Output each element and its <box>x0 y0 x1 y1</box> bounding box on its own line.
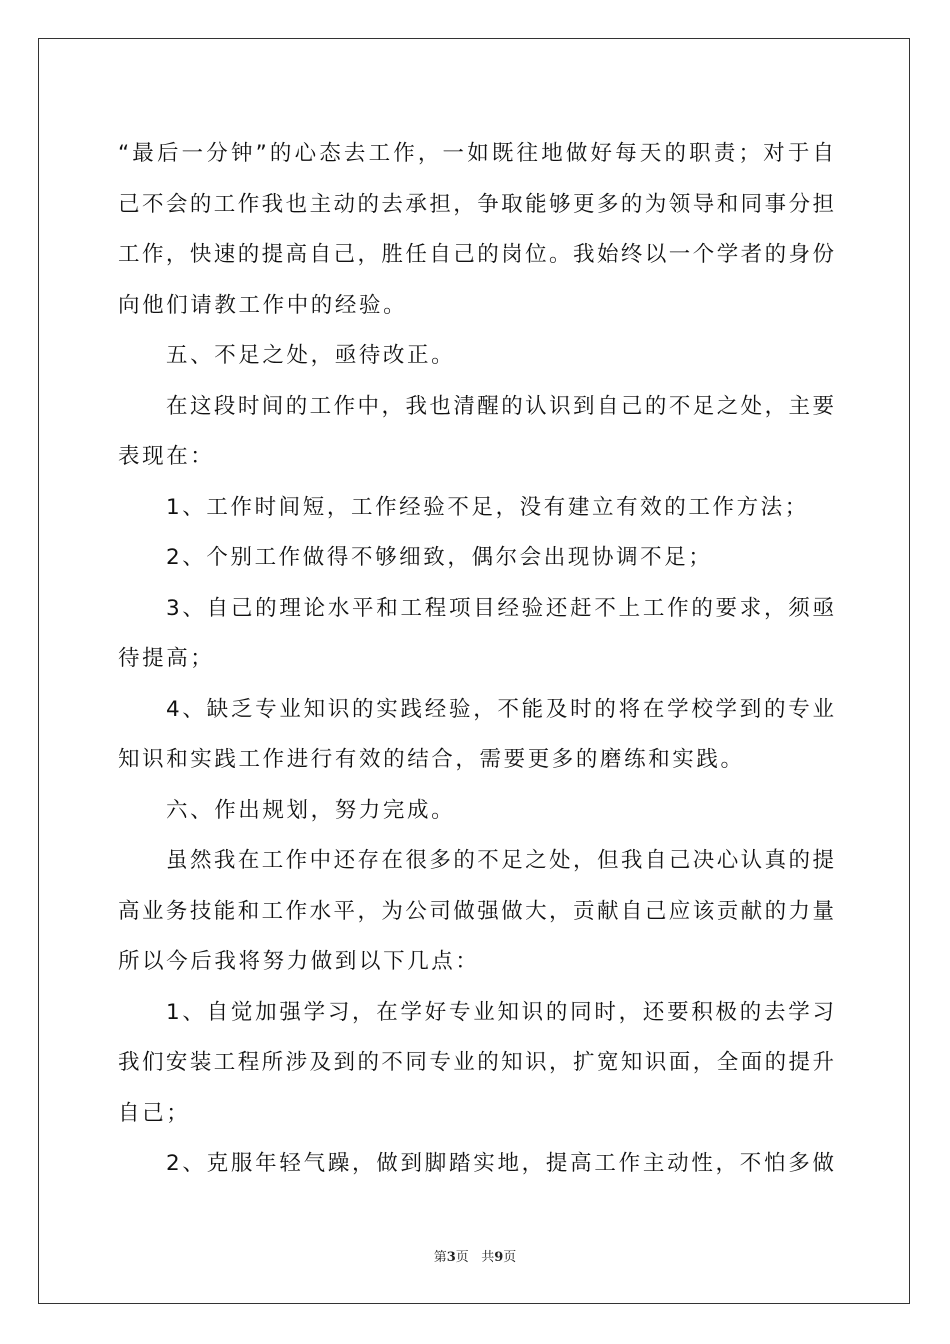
text-line: 我们安装工程所涉及到的不同专业的知识，扩宽知识面，全面的提升 <box>118 1050 834 1075</box>
section-heading: 六、作出规划，努力完成。 <box>166 797 456 823</box>
text-line: 向他们请教工作中的经验。 <box>118 292 408 318</box>
list-item: 2、克服年轻气躁，做到脚踏实地，提高工作主动性，不怕多做 <box>166 1151 834 1176</box>
text-line: 工作，快速的提高自己，胜任自己的岗位。我始终以一个学者的身份 <box>118 242 834 267</box>
document-body <box>118 129 834 1190</box>
text-line: 己不会的工作我也主动的去承担，争取能够更多的为领导和同事分担 <box>118 191 834 217</box>
text-line: 待提高； <box>118 646 215 671</box>
footer-prefix: 第 <box>433 1250 447 1265</box>
text-line: 知识和实践工作进行有效的结合，需要更多的磨练和实践。 <box>118 747 745 772</box>
footer-page-suffix: 页 <box>455 1250 469 1265</box>
text-line: 自己； <box>118 1100 191 1126</box>
list-item: 1、自觉加强学习，在学好专业知识的同时，还要积极的去学习 <box>166 999 834 1025</box>
text-line: 表现在： <box>118 444 215 469</box>
section-heading: 五、不足之处，亟待改正。 <box>166 343 456 368</box>
text-line: 在这段时间的工作中，我也清醒的认识到自己的不足之处，主要 <box>166 393 834 419</box>
list-item: 1、工作时间短，工作经验不足，没有建立有效的工作方法； <box>166 494 809 520</box>
footer-total-suffix: 页 <box>503 1250 517 1265</box>
footer-total-pages: 9 <box>494 1250 504 1265</box>
list-item: 4、缺乏专业知识的实践经验，不能及时的将在学校学到的专业 <box>166 696 834 722</box>
text-line: 高业务技能和工作水平，为公司做强做大，贡献自己应该贡献的力量 <box>118 898 834 924</box>
text-line: 所以今后我将努力做到以下几点： <box>118 949 480 974</box>
footer-current-page: 3 <box>446 1250 456 1265</box>
page-footer <box>0 1246 950 1265</box>
footer-total-prefix: 共 <box>481 1250 495 1265</box>
list-item: 3、自己的理论水平和工程项目经验还赶不上工作的要求，须亟 <box>166 595 834 621</box>
text-line: 虽然我在工作中还存在很多的不足之处，但我自己决心认真的提 <box>166 848 834 873</box>
list-item: 2、个别工作做得不够细致，偶尔会出现协调不足； <box>166 545 713 570</box>
text-line: “最后一分钟”的心态去工作，一如既往地做好每天的职责；对于自 <box>118 141 834 166</box>
